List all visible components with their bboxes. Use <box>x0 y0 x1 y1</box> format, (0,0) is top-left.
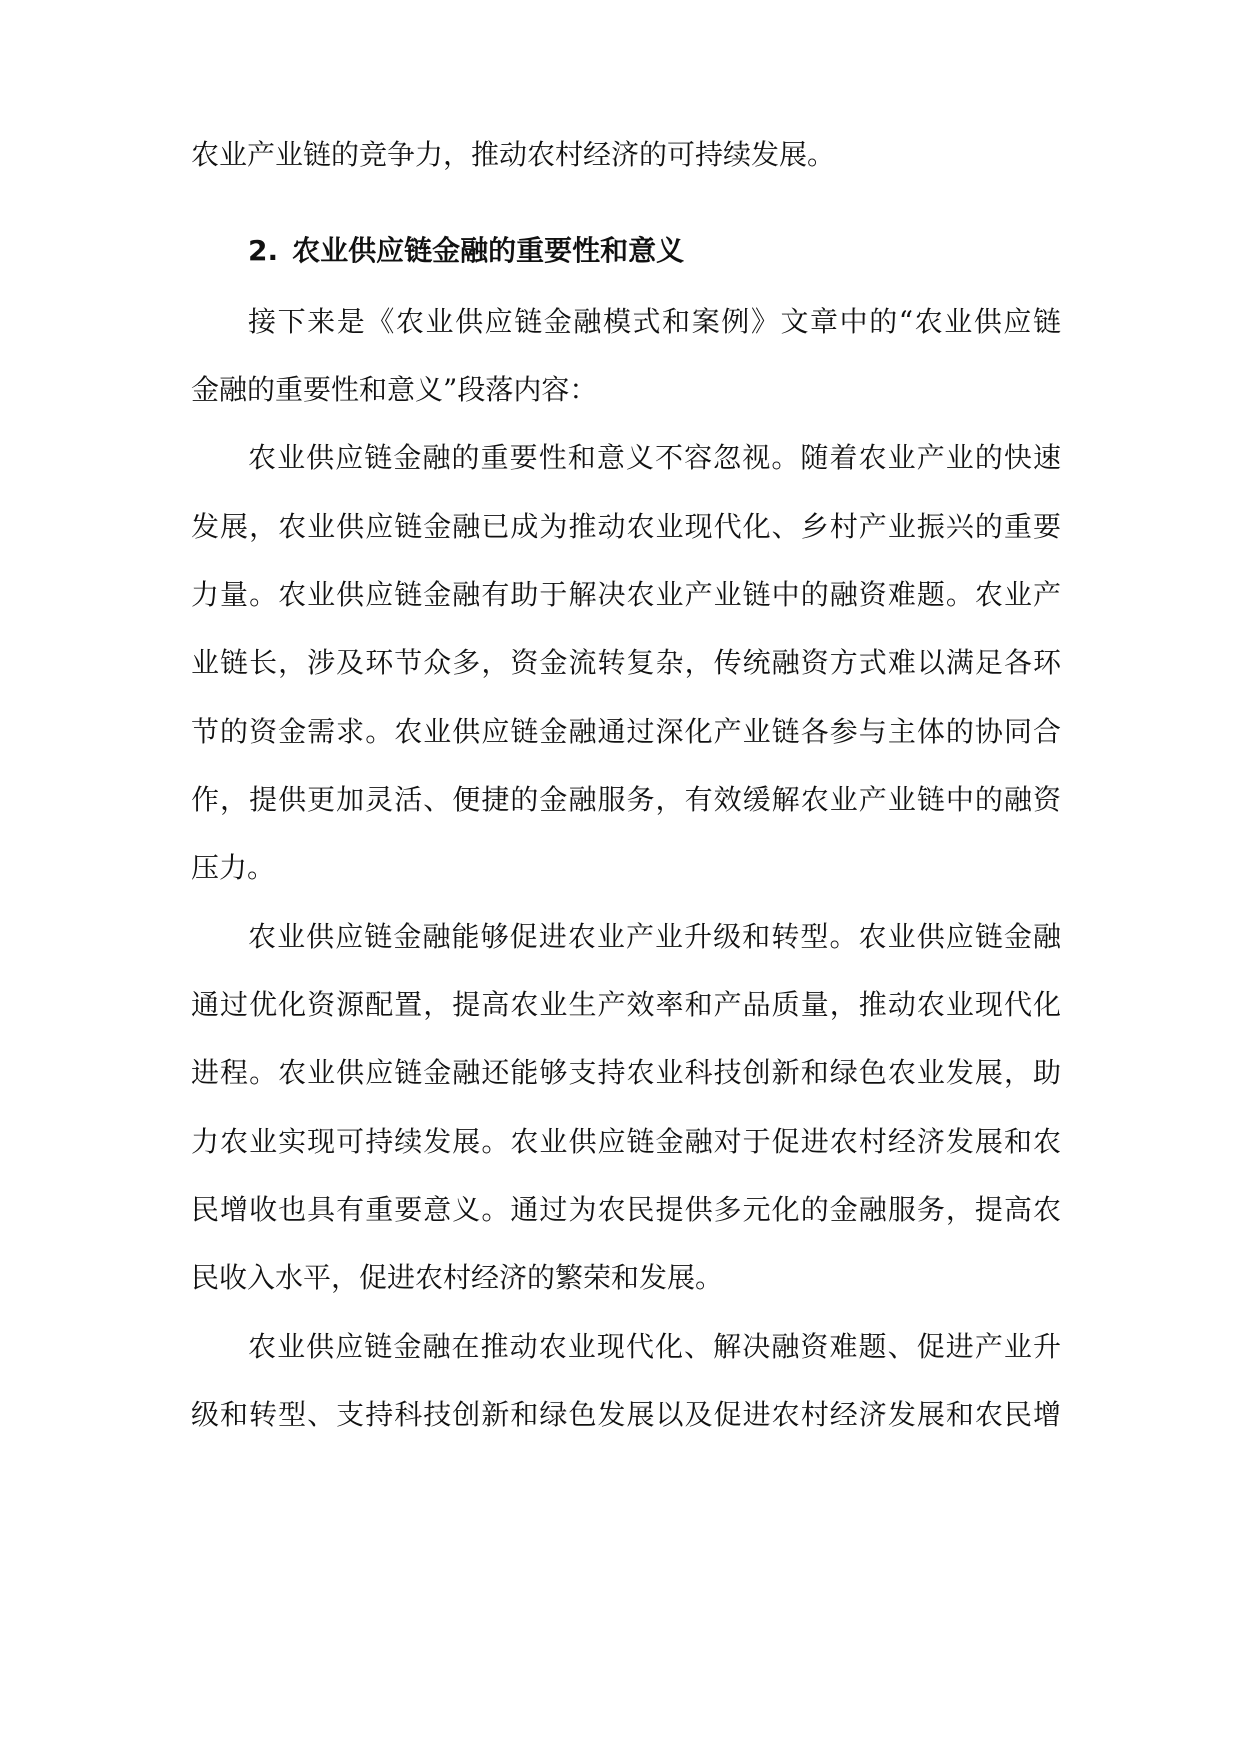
paragraph-2-line-6: 作，提供更加灵活、便捷的金融服务，有效缓解农业产业链中的融资 <box>191 783 1061 816</box>
paragraph-2-line-1: 农业供应链金融的重要性和意义不容忽视。随着农业产业的快速 <box>248 441 1061 474</box>
section-number: 2. <box>248 234 279 267</box>
paragraph-3-line-3: 进程。农业供应链金融还能够支持农业科技创新和绿色农业发展，助 <box>191 1056 1061 1089</box>
paragraph-2-line-3: 力量。农业供应链金融有助于解决农业产业链中的融资难题。农业产 <box>191 578 1061 611</box>
paragraph-4-line-1: 农业供应链金融在推动农业现代化、解决融资难题、促进产业升 <box>248 1330 1061 1363</box>
paragraph-3-line-6: 民收入水平，促进农村经济的繁荣和发展。 <box>191 1261 724 1294</box>
paragraph-1-line-2: 金融的重要性和意义”段落内容： <box>191 373 598 406</box>
section-title: 农业供应链金融的重要性和意义 <box>292 234 685 267</box>
paragraph-2-line-2: 发展，农业供应链金融已成为推动农业现代化、乡村产业振兴的重要 <box>191 510 1061 543</box>
paragraph-2-line-5: 节的资金需求。农业供应链金融通过深化产业链各参与主体的协同合 <box>191 715 1061 748</box>
paragraph-2-line-4: 业链长，涉及环节众多，资金流转复杂，传统融资方式难以满足各环 <box>191 646 1061 679</box>
paragraph-3-line-5: 民增收也具有重要意义。通过为农民提供多元化的金融服务，提高农 <box>191 1193 1061 1226</box>
paragraph-3-line-4: 力农业实现可持续发展。农业供应链金融对于促进农村经济发展和农 <box>191 1125 1061 1158</box>
intro-tail-line: 农业产业链的竞争力，推动农村经济的可持续发展。 <box>191 138 836 171</box>
paragraph-1-line-1: 接下来是《农业供应链金融模式和案例》文章中的“农业供应链 <box>248 305 1061 338</box>
paragraph-3-line-2: 通过优化资源配置，提高农业生产效率和产品质量，推动农业现代化 <box>191 988 1061 1021</box>
paragraph-4-line-2: 级和转型、支持科技创新和绿色发展以及促进农村经济发展和农民增 <box>191 1398 1061 1431</box>
paragraph-2-line-7: 压力。 <box>191 851 276 884</box>
paragraph-3-line-1: 农业供应链金融能够促进农业产业升级和转型。农业供应链金融 <box>248 920 1061 953</box>
section-heading <box>248 231 1061 271</box>
